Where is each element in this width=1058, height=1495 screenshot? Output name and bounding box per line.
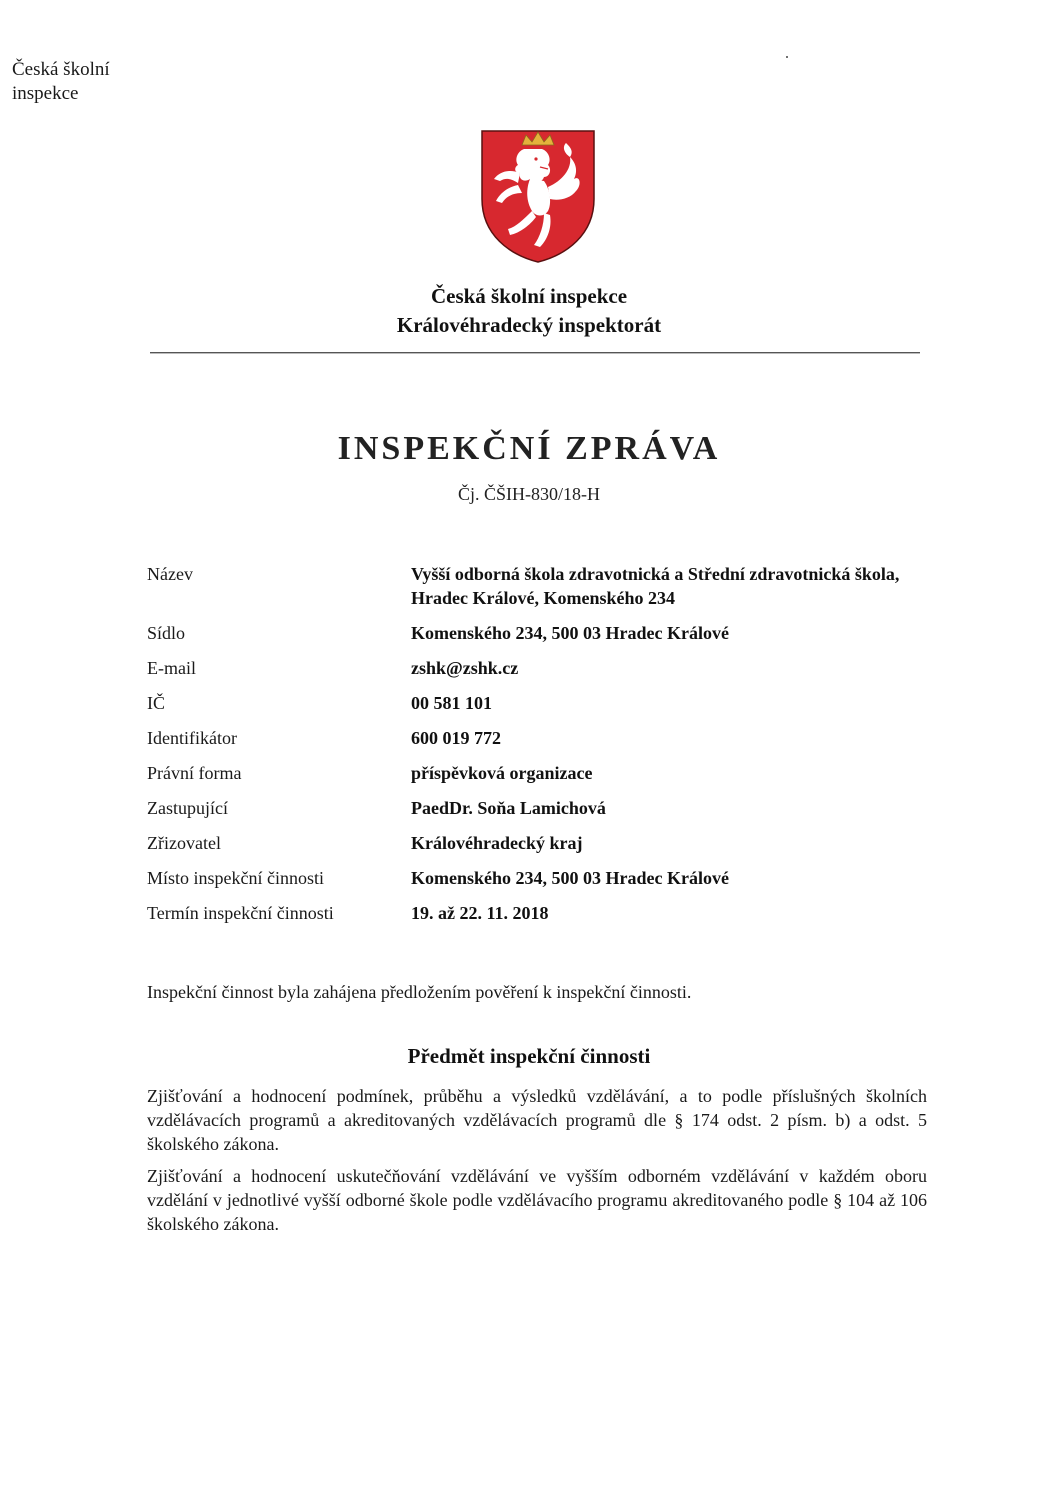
info-label: Zřizovatel xyxy=(147,833,221,853)
info-row xyxy=(147,901,937,936)
info-value: 19. až 22. 11. 2018 xyxy=(411,903,549,923)
corner-line-1: Česká školní xyxy=(12,59,110,80)
info-value: Vyšší odborná škola zdravotnická a Střední zdravotnická škola, Hradec Králové, Komenského 234 xyxy=(411,564,900,608)
intro-statement: Inspekční činnost byla zahájena předložením pověření k inspekční činnosti. xyxy=(147,982,692,1002)
info-row xyxy=(147,831,937,866)
info-label: E-mail xyxy=(147,658,196,678)
info-value: příspěvková organizace xyxy=(411,763,593,783)
info-label: Identifikátor xyxy=(147,728,237,748)
document-title: INSPEKČNÍ ZPRÁVA xyxy=(337,430,721,467)
issuer-unit: Královéhradecký inspektorát xyxy=(396,313,662,337)
header-divider xyxy=(150,352,920,354)
info-value: Komenského 234, 500 03 Hradec Králové xyxy=(411,623,729,643)
reference-number: Čj. ČŠIH-830/18-H xyxy=(457,484,600,504)
info-value: 600 019 772 xyxy=(411,728,501,748)
info-row xyxy=(147,796,937,831)
info-row xyxy=(147,726,937,761)
corner-line-2: inspekce xyxy=(12,83,79,104)
section-paragraph: Zjišťování a hodnocení podmínek, průběhu a výsledků vzdělávání, a to podle příslušných školních vzdělávacích programů a akreditovaných vzdělávacích programů dle § 174 odst. 2 písm. b) a odst. 5 školského zákona. xyxy=(147,1086,927,1154)
issuer-header xyxy=(0,282,1058,340)
info-label: Sídlo xyxy=(147,623,186,643)
info-value: zshk@zshk.cz xyxy=(411,658,519,678)
info-row xyxy=(147,761,937,796)
info-row xyxy=(147,691,937,726)
scan-speck xyxy=(786,56,788,58)
info-label: IČ xyxy=(147,693,165,713)
info-row xyxy=(147,621,937,656)
info-row xyxy=(147,562,937,621)
info-row xyxy=(147,866,937,901)
info-label: Termín inspekční činnosti xyxy=(147,903,334,923)
info-value: PaedDr. Soňa Lamichová xyxy=(411,798,606,818)
info-value: Královéhradecký kraj xyxy=(411,833,583,853)
info-label: Zastupující xyxy=(147,798,228,818)
info-label: Místo inspekční činnosti xyxy=(147,868,324,888)
school-info-table xyxy=(147,562,937,936)
info-value: Komenského 234, 500 03 Hradec Králové xyxy=(411,868,729,888)
info-label: Právní forma xyxy=(147,763,242,783)
info-label: Název xyxy=(147,564,193,584)
coat-of-arms-lion-icon xyxy=(478,127,598,265)
info-value: 00 581 101 xyxy=(411,693,492,713)
info-row xyxy=(147,656,937,691)
issuer-organization: Česká školní inspekce xyxy=(430,284,628,308)
section-paragraph: Zjišťování a hodnocení uskutečňování vzdělávání ve vyšším odborném vzdělávání v každém oboru vzdělání v jednotlivé vyšší odborné škole podle vzdělávacího programu akreditovaného podle § 104 až 106 školského zákona. xyxy=(147,1166,927,1234)
corner-organization-mark xyxy=(12,58,110,106)
section-heading: Předmět inspekční činnosti xyxy=(407,1044,651,1068)
